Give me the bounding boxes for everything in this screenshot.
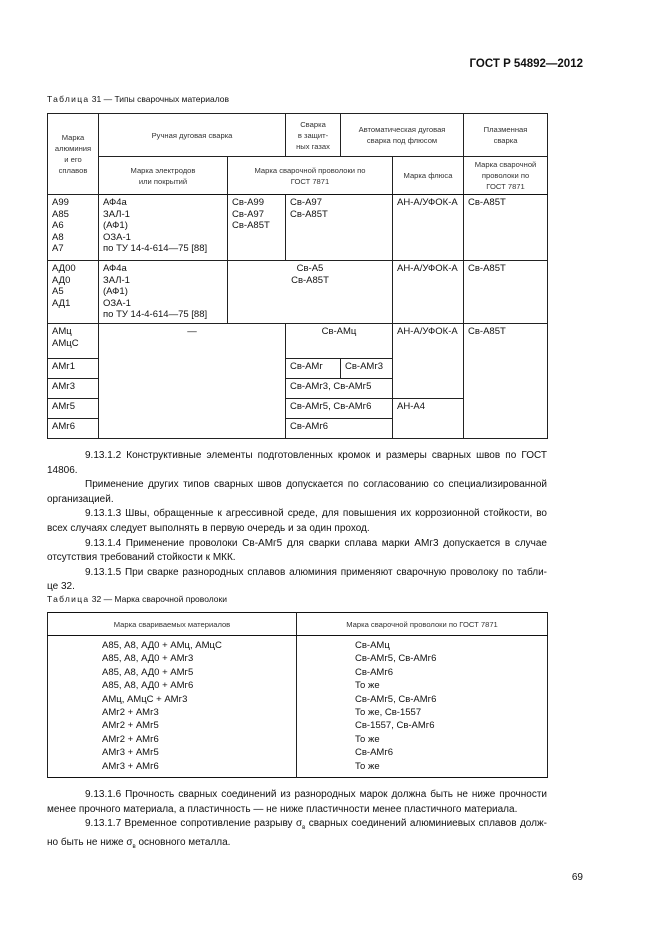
cell-flux: АН-А/УФОК-А <box>393 195 464 261</box>
cell-grade: АМц АМцС <box>48 324 99 359</box>
cell-wire: Св-А5 Св-А85Т <box>228 261 393 324</box>
cell-plasma: Св-А85Т <box>464 324 548 439</box>
wire-grade-table <box>47 612 548 778</box>
cell-wire: Св-АМг6 <box>286 419 393 439</box>
cell-flux: АН-А/УФОК-А <box>393 261 464 324</box>
sigma-symbol: σ <box>295 818 303 830</box>
header-plasma-wire: Марка сварочной проволоки по ГОСТ 7871 <box>464 157 548 195</box>
table-row <box>48 195 548 261</box>
cell-wire: Св-АМг5, Св-АМг6 <box>286 399 393 419</box>
paragraph: 9.13.1.5 При сварке разнородных сплавов алюминия применяют сварочную проволоку по табли-це 32. <box>47 566 547 593</box>
cell-wire-manual: Св-А99 Св-А97 Св-А85Т <box>228 195 286 261</box>
cell-wire: Св-АМц <box>286 324 393 359</box>
cell-plasma: Св-А85Т <box>464 261 548 324</box>
table31-caption <box>47 94 229 104</box>
header-gas: Сварка в защит- ных газах <box>286 114 341 157</box>
cell-grade: АМг1 <box>48 359 99 379</box>
subscript: в <box>302 825 306 832</box>
table-row <box>48 324 548 359</box>
header-flux: Марка флюса <box>393 157 464 195</box>
cell-wire-b: Св-АМг3 <box>341 359 393 379</box>
cell-electrodes: АФ4а ЗАЛ-1 (АФ1) ОЗА-1 по ТУ 14-4-614—75 [88] <box>99 261 228 324</box>
paragraphs-block-2 <box>47 788 547 854</box>
caption-text: 31 — Типы сварочных материалов <box>89 94 230 104</box>
caption-prefix: Таблица <box>47 594 90 604</box>
sigma-symbol: σ <box>126 836 133 848</box>
header-grade: Марка алюминия и его сплавов <box>48 114 99 195</box>
header-wire: Марка сварочной проволоки по ГОСТ 7871 <box>228 157 393 195</box>
cell-wire: Св-АМг3, Св-АМг5 <box>286 379 393 399</box>
paragraph: Применение других типов сварных швов допускается по согласованию со специализированной организацией. <box>47 479 547 505</box>
welding-materials-table <box>47 113 548 439</box>
cell-grade: АМг3 <box>48 379 99 399</box>
cell-plasma: Св-А85Т <box>464 195 548 261</box>
subscript: в <box>132 843 136 850</box>
text: сварных соединений алюминиевых сплавов долж-но быть не ниже <box>47 818 547 848</box>
paragraph: 9.13.1.4 Применение проволоки Св-АМг5 для сварки сплава марки АМг3 допускается в случае отсутствия требований стойкости к МКК. <box>47 537 547 564</box>
cell-grade: А99 А85 А6 А8 А7 <box>48 195 99 261</box>
page-number: 69 <box>571 872 583 883</box>
caption-text: 32 — Марка сварочной проволоки <box>89 594 227 604</box>
cell-grade: АМг5 <box>48 399 99 419</box>
header-electrodes: Марка электродов или покрытий <box>99 157 228 195</box>
paragraphs-block-1 <box>47 449 547 595</box>
header-manual: Ручная дуговая сварка <box>99 114 286 157</box>
paragraph: 9.13.1.2 Конструктивные элементы подготовленных кромок и размеры сварных швов по ГОСТ 14806. <box>47 450 547 476</box>
wires-list: Св-АМц Св-АМг5, Св-АМг6 Св-АМг6 То же Св-АМг5, Св-АМг6 То же, Св-1557 Св-1557, Св-АМг6 То же Св-АМг6 То же <box>297 636 548 778</box>
caption-prefix: Таблица <box>47 94 90 104</box>
header-auto: Автоматическая дуговая сварка под флюсом <box>341 114 464 157</box>
text: 9.13.1.7 Временное сопротивление разрыву <box>85 818 296 830</box>
cell-flux: АН-А4 <box>393 399 464 439</box>
paragraph: 9.13.1.6 Прочность сварных соединений из разнородных марок должна быть не ниже прочности менее прочного материала, а пластичность — не ниже пластичности менее пластичного материала. <box>47 789 547 815</box>
paragraph: 9.13.1.3 Швы, обращенные к агрессивной среде, для повышения их коррозионной стойкости, во всех случаях следует выполнять в первую очередь и за один проход. <box>47 508 547 534</box>
header-materials: Марка свариваемых материалов <box>48 613 297 636</box>
cell-flux: АН-А/УФОК-А <box>393 324 464 399</box>
materials-list: А85, А8, АД0 + АМц, АМцС А85, А8, АД0 + АМг3 А85, А8, АД0 + АМг5 А85, А8, АД0 + АМг6 АМц, АМцС + АМг3 АМг2 + АМг3 АМг2 + АМг5 АМг2 + АМг6 АМг3 + АМг5 АМг3 + АМг6 <box>48 636 297 778</box>
cell-grade: АМг6 <box>48 419 99 439</box>
text: основного металла. <box>135 836 231 848</box>
header-plasma: Плазменная сварка <box>464 114 548 157</box>
cell-grade: АД00 АД0 А5 АД1 <box>48 261 99 324</box>
table-row <box>48 261 548 324</box>
cell-wire-gas: Св-А97 Св-А85Т <box>286 195 393 261</box>
table32-caption <box>47 594 227 604</box>
cell-wire-a: Св-АМг <box>286 359 341 379</box>
cell-electrodes: — <box>99 324 286 439</box>
paragraph <box>47 817 547 854</box>
document-id: ГОСТ Р 54892—2012 <box>469 58 583 70</box>
header-wire: Марка сварочной проволоки по ГОСТ 7871 <box>297 613 548 636</box>
cell-electrodes: АФ4а ЗАЛ-1 (АФ1) ОЗА-1 по ТУ 14-4-614—75 [88] <box>99 195 228 261</box>
